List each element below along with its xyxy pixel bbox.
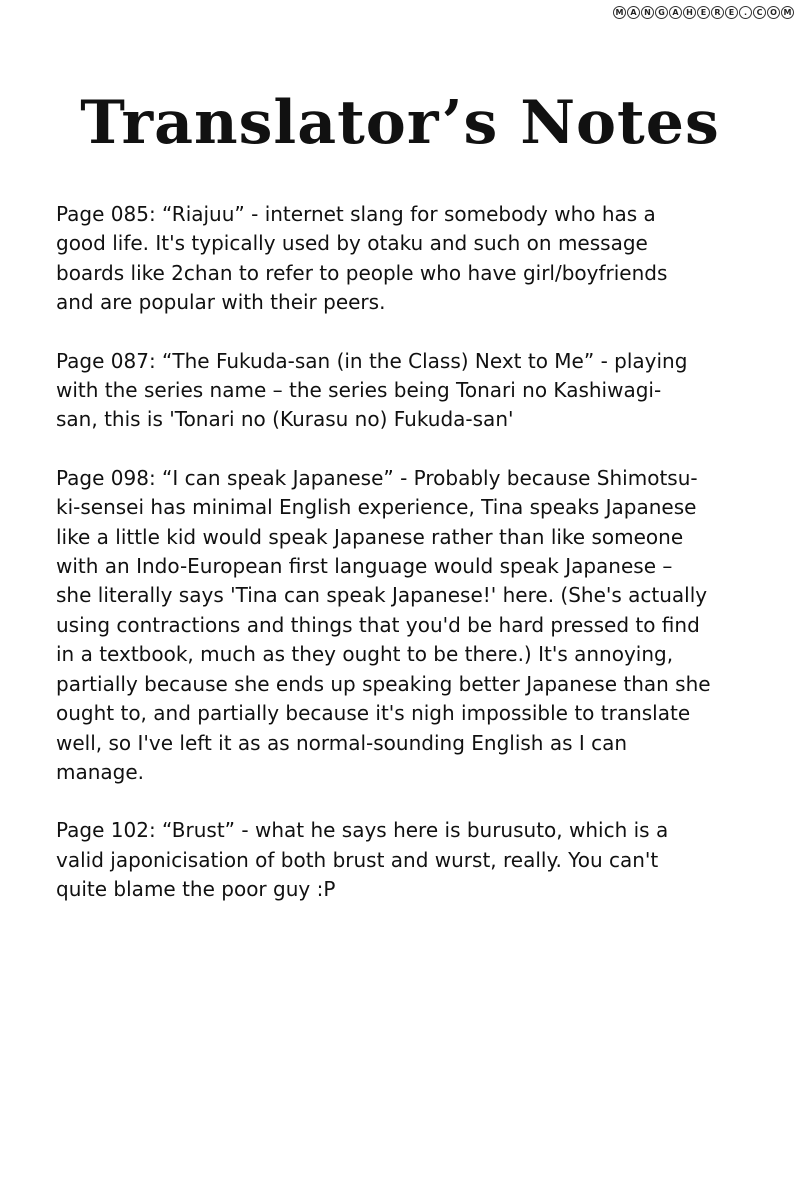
note-line: like a little kid would speak Japanese rather than like someone [56, 524, 684, 549]
watermark-letter: C [753, 6, 766, 19]
notes-list [56, 200, 756, 934]
note-line: san, this is 'Tonari no (Kurasu no) Fukuda-san' [56, 407, 514, 432]
note-line: Page 087: “The Fukuda-san (in the Class) Next to Me” - playing [56, 348, 688, 373]
watermark-letter: O [767, 6, 780, 19]
watermark-letter: M [613, 6, 626, 19]
note-line: in a textbook, much as they ought to be there.) It's annoying, [56, 642, 674, 667]
note-line: Page 102: “Brust” - what he says here is burusuto, which is a [56, 818, 669, 843]
page-title: Translator’s Notes [80, 88, 720, 158]
watermark-letter: A [627, 6, 640, 19]
note-line: Page 098: “I can speak Japanese” - Probably because Shimotsu- [56, 465, 698, 490]
note-line: valid japonicisation of both brust and wurst, really. You can't [56, 847, 659, 872]
watermark-letter: E [725, 6, 738, 19]
watermark-letter: M [781, 6, 794, 19]
note-line: with the series name – the series being Tonari no Kashiwagi- [56, 378, 662, 403]
note-line: ought to, and partially because it's nigh impossible to translate [56, 701, 691, 726]
watermark-letter: G [655, 6, 668, 19]
note-line: good life. It's typically used by otaku and such on message [56, 231, 648, 256]
note-line: quite blame the poor guy :P [56, 877, 336, 902]
note-page-098 [56, 464, 756, 787]
note-line: well, so I've left it as as normal-sounding English as I can [56, 730, 628, 755]
note-line: and are popular with their peers. [56, 290, 386, 315]
note-page-085 [56, 200, 756, 318]
note-line: using contractions and things that you'd be hard pressed to find [56, 612, 700, 637]
watermark-letter: A [669, 6, 682, 19]
note-line: she literally says 'Tina can speak Japanese!' here. (She's actually [56, 583, 708, 608]
note-line: ki-sensei has minimal English experience, Tina speaks Japanese [56, 495, 697, 520]
note-line: partially because she ends up speaking better Japanese than she [56, 671, 711, 696]
note-line: manage. [56, 759, 145, 784]
watermark-letter: R [711, 6, 724, 19]
note-page-102 [56, 816, 756, 904]
note-line: Page 085: “Riajuu” - internet slang for somebody who has a [56, 202, 656, 226]
watermark-letter: E [697, 6, 710, 19]
note-page-087 [56, 347, 756, 435]
note-line: with an Indo-European first language would speak Japanese – [56, 554, 673, 579]
mangahere-watermark [613, 6, 794, 19]
watermark-letter: . [739, 6, 752, 19]
watermark-letter: N [641, 6, 654, 19]
watermark-letter: H [683, 6, 696, 19]
note-line: boards like 2chan to refer to people who have girl/boyfriends [56, 260, 668, 285]
